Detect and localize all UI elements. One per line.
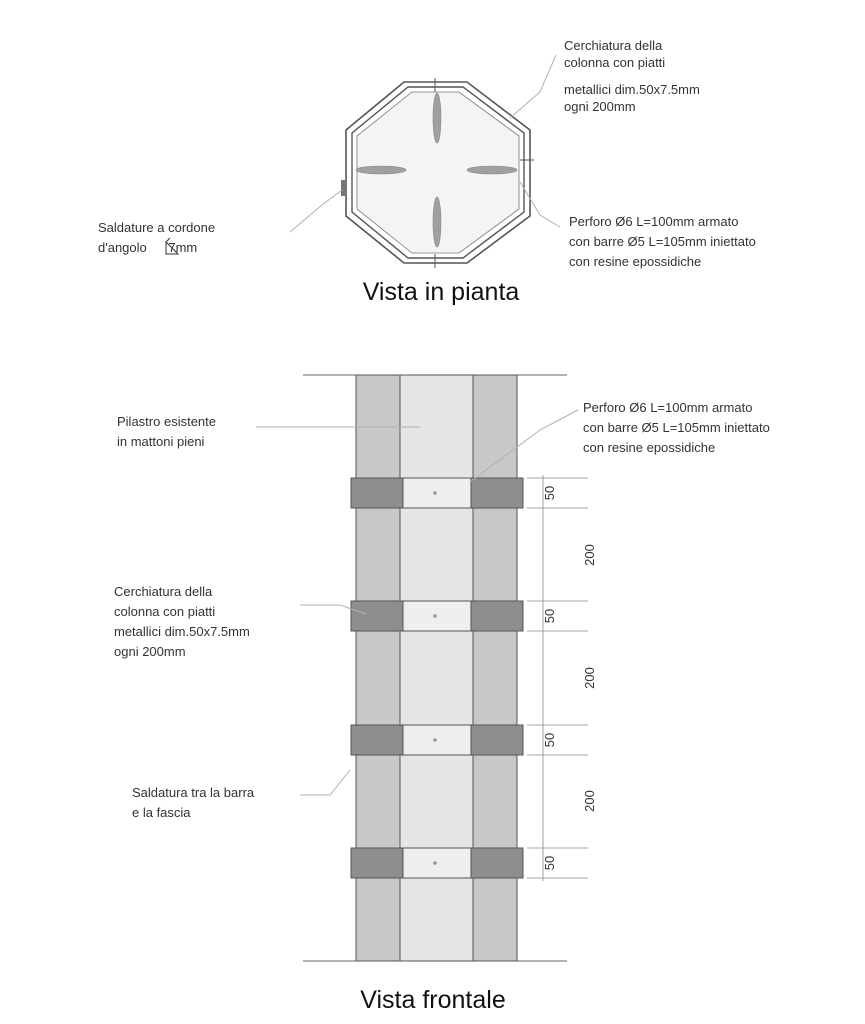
- front-view-title: Vista frontale: [360, 986, 506, 1014]
- hoop-band: [351, 601, 523, 631]
- front-pillar-label: Pilastro esistente in mattoni pieni: [117, 414, 216, 449]
- plan-weld-mark: [341, 180, 346, 196]
- plan-leader-bore: [520, 182, 560, 227]
- dimension-labels: [542, 486, 597, 870]
- dimension-label: 50: [542, 608, 557, 624]
- plan-leader-hoop: [510, 55, 556, 118]
- dimension-label: 50: [542, 732, 557, 748]
- hoop-band: [351, 478, 523, 508]
- dimension-chain: [527, 475, 588, 881]
- plan-leader-weld: [290, 190, 342, 232]
- plan-hoop-label: Cerchiatura della colonna con piatti metallici dim.50x7.5mm ogni 200mm: [564, 38, 700, 114]
- front-leader-weld: [300, 770, 350, 795]
- bar-point: [433, 861, 437, 865]
- front-hoop-label: Cerchiatura della colonna con piatti metallici dim.50x7.5mm ogni 200mm: [114, 584, 250, 659]
- hoop-band: [351, 848, 523, 878]
- plan-bar-right: [467, 166, 517, 174]
- front-bore-label: Perforo Ø6 L=100mm armato con barre Ø5 L=105mm iniettato con resine epossidiche: [583, 400, 770, 455]
- dimension-label: 200: [582, 790, 597, 812]
- plan-bar-top: [433, 93, 441, 143]
- plan-bore-label: Perforo Ø6 L=100mm armato con barre Ø5 L=105mm iniettato con resine epossidiche: [569, 214, 756, 269]
- hoop-band: [351, 725, 523, 755]
- plan-bar-bottom: [433, 197, 441, 247]
- dimension-label: 50: [542, 485, 557, 501]
- dimension-label: 50: [542, 855, 557, 871]
- bar-point: [433, 491, 437, 495]
- front-weld-label: Saldatura tra la barra e la fascia: [132, 785, 255, 820]
- plan-weld-label: Saldature a cordone d'angolo 7mm: [98, 220, 216, 255]
- front-view: [114, 375, 773, 1014]
- dimension-label: 200: [582, 667, 597, 689]
- dimension-label: 200: [582, 544, 597, 566]
- bar-point: [433, 614, 437, 618]
- plan-view: [98, 38, 759, 306]
- plan-view-title: Vista in pianta: [362, 278, 520, 306]
- bar-point: [433, 738, 437, 742]
- plan-bar-left: [356, 166, 406, 174]
